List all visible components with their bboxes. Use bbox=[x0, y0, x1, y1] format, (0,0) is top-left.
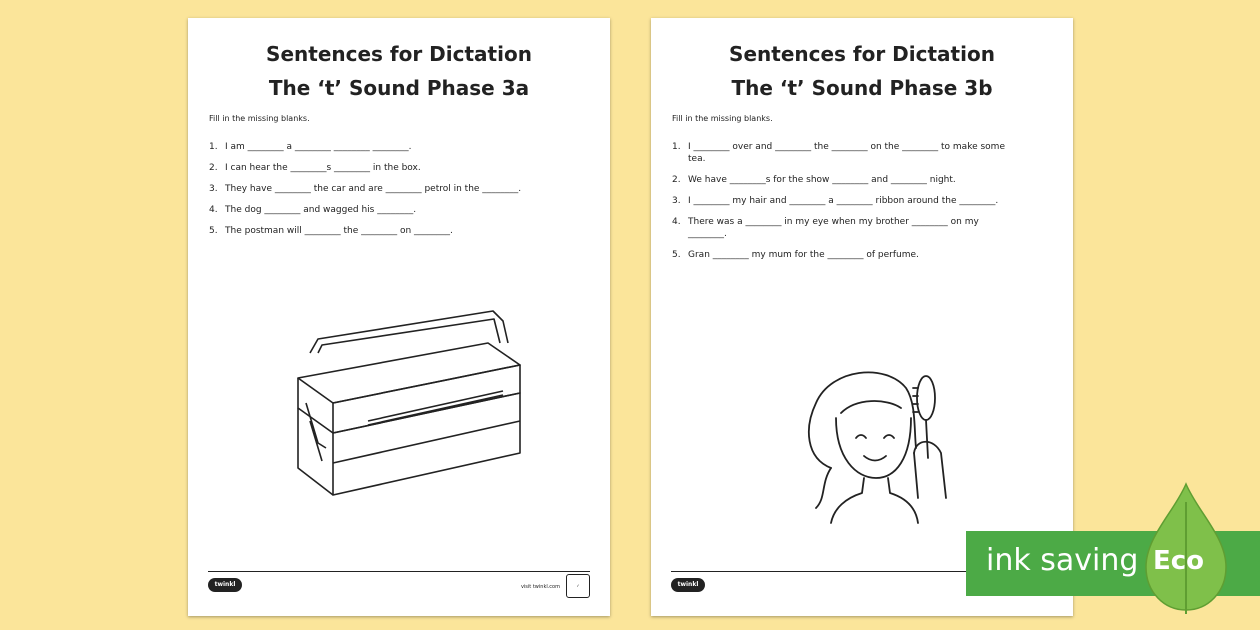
list-item: 4. There was a ________ in my eye when my brother ________ on my ________. bbox=[672, 217, 979, 239]
list-item: 2. We have ________s for the show ________ and ________ night. bbox=[672, 175, 956, 185]
footer-url: visit twinkl.com bbox=[520, 584, 560, 590]
sheet-title-line2: The ‘t’ Sound Phase 3a bbox=[268, 76, 530, 100]
sheet-title-line1: Sentences for Dictation bbox=[729, 42, 995, 66]
twinkl-logo: twinkl bbox=[671, 578, 705, 592]
sheet-title-line1: Sentences for Dictation bbox=[266, 42, 532, 66]
worksheet-3a bbox=[188, 18, 610, 616]
list-item: 4. The dog ________ and wagged his ________. bbox=[209, 205, 417, 215]
sentence-list bbox=[672, 141, 1007, 270]
list-item: 3. They have ________ the car and are ________ petrol in the ________. bbox=[209, 184, 522, 194]
list-item: 3. I ________ my hair and ________ a ________ ribbon around the ________. bbox=[672, 196, 999, 206]
footer-divider bbox=[208, 571, 590, 572]
worksheet-3b bbox=[651, 18, 1073, 616]
ink-saving-text: ink saving bbox=[986, 543, 1139, 578]
sentence-list bbox=[209, 141, 589, 246]
eco-label: Eco bbox=[1153, 546, 1205, 576]
sheet-title-line2: The ‘t’ Sound Phase 3b bbox=[731, 76, 993, 100]
list-item: 5. Gran ________ my mum for the ________ of perfume. bbox=[672, 250, 919, 260]
instruction-text: Fill in the missing blanks. bbox=[672, 114, 773, 123]
twinkl-logo: twinkl bbox=[208, 578, 242, 592]
list-item: 1. I am ________ a ________ ________ ________. bbox=[209, 142, 412, 152]
girl-brushing-hair-icon bbox=[776, 358, 976, 528]
list-item: 2. I can hear the ________s ________ in the box. bbox=[209, 163, 421, 173]
list-item: 5. The postman will ________ the ________ on ________. bbox=[209, 226, 453, 236]
toolbox-icon bbox=[288, 303, 528, 513]
instruction-text: Fill in the missing blanks. bbox=[209, 114, 310, 123]
quality-badge-icon: ✓ bbox=[566, 574, 590, 598]
list-item: 1. I ________ over and ________ the ________ on the ________ to make some tea. bbox=[672, 142, 1005, 164]
